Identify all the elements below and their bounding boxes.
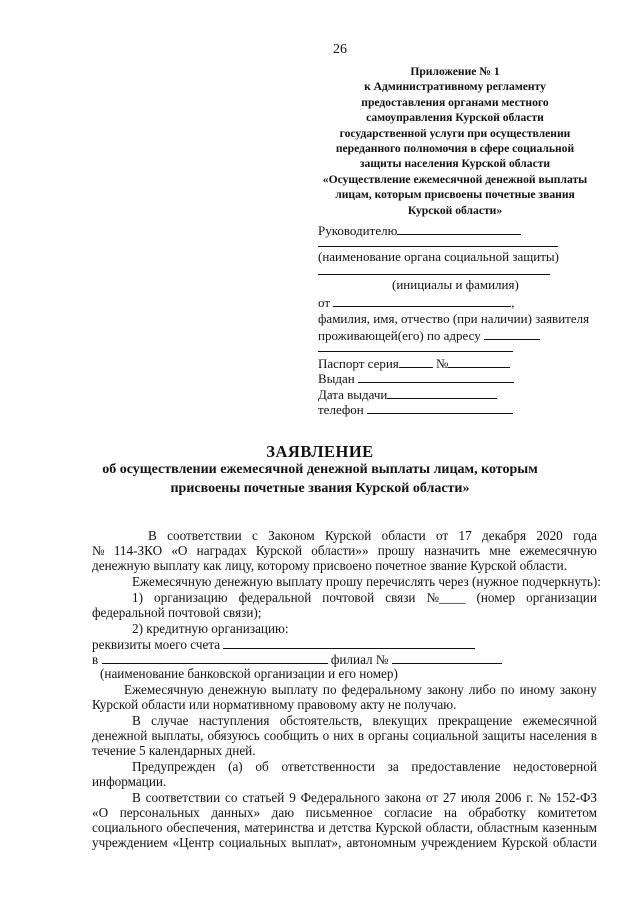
issue-date-field bbox=[318, 386, 497, 402]
address-field bbox=[318, 327, 540, 343]
word: прошу bbox=[377, 543, 415, 558]
appendix-line: самоуправления Курской области bbox=[366, 111, 544, 125]
word: В bbox=[132, 790, 141, 805]
para-1-line-3: денежную выплату как лицу, которому присвоено почетное звание Курской области. bbox=[92, 558, 568, 573]
head-blank[interactable] bbox=[397, 222, 521, 235]
head-label: Руководителю bbox=[318, 223, 398, 238]
word: с bbox=[251, 528, 258, 543]
org-blank[interactable] bbox=[318, 246, 558, 247]
document-title: ЗАЯВЛЕНИЕ bbox=[266, 442, 374, 461]
passport-label: Паспорт серия bbox=[318, 356, 399, 371]
document-subtitle-line-2: присвоены почетные звания Курской области» bbox=[170, 481, 470, 496]
option-1-line-1 bbox=[132, 590, 597, 606]
issued-label: Выдан bbox=[318, 371, 355, 386]
passport-no-label: № bbox=[436, 356, 449, 371]
word: назначить bbox=[423, 543, 480, 558]
word: почтовой bbox=[322, 590, 375, 605]
from-blank[interactable] bbox=[333, 294, 511, 307]
word: них bbox=[333, 728, 354, 743]
word: выплаты, bbox=[151, 728, 204, 743]
word: Предупрежден bbox=[132, 759, 216, 774]
word: денежную bbox=[208, 682, 267, 697]
word: организации bbox=[526, 590, 597, 605]
para-4-line-1 bbox=[132, 713, 597, 729]
word: социального bbox=[92, 820, 163, 835]
word: Курской bbox=[255, 543, 303, 558]
word: в bbox=[357, 728, 365, 743]
appendix-line: к Административному регламенту bbox=[364, 80, 546, 94]
word: Ежемесячную bbox=[124, 682, 204, 697]
word: обеспечения, bbox=[166, 820, 241, 835]
word: г. bbox=[526, 790, 534, 805]
word: материнства bbox=[244, 820, 314, 835]
from-label: от bbox=[318, 295, 331, 310]
word: случае bbox=[151, 713, 189, 728]
address-label: проживающей(его) по адресу bbox=[318, 328, 481, 343]
address-blank[interactable] bbox=[484, 327, 540, 340]
word: от bbox=[425, 790, 439, 805]
passport-field bbox=[318, 355, 510, 371]
word: соответствии bbox=[145, 790, 221, 805]
word: социальных bbox=[219, 835, 287, 850]
word: «Центр bbox=[172, 835, 215, 850]
word: 17 bbox=[458, 528, 472, 543]
bank-caption: (наименование банковской организации и его номер) bbox=[100, 666, 398, 681]
word: области bbox=[552, 835, 597, 850]
word: года bbox=[573, 528, 597, 543]
word: В bbox=[148, 528, 157, 543]
word: области bbox=[381, 528, 426, 543]
appendix-line: защиты населения Курской области bbox=[359, 157, 551, 171]
word: №____ bbox=[426, 590, 466, 605]
word: закона bbox=[384, 790, 421, 805]
word: учреждением bbox=[421, 835, 497, 850]
word: комитетом bbox=[537, 805, 597, 820]
initials-caption: (инициалы и фамилия) bbox=[392, 277, 519, 292]
branch-blank[interactable] bbox=[392, 651, 502, 664]
word: 114-ЗКО bbox=[113, 543, 163, 558]
word: детства bbox=[329, 820, 372, 835]
word: обязуюсь bbox=[207, 728, 260, 743]
para-5-line-2: информации. bbox=[92, 774, 167, 789]
issue-date-blank[interactable] bbox=[387, 386, 497, 399]
passport-series-blank[interactable] bbox=[399, 355, 433, 368]
word: в bbox=[590, 728, 597, 743]
word: денежной bbox=[92, 728, 148, 743]
word: предоставление bbox=[411, 759, 501, 774]
account-blank[interactable] bbox=[223, 636, 475, 649]
word: казенным bbox=[542, 820, 597, 835]
appendix-line: государственной услуги при осуществлении bbox=[339, 126, 571, 140]
passport-number-blank[interactable] bbox=[448, 355, 510, 368]
word: социальной bbox=[412, 728, 479, 743]
word: сообщить bbox=[263, 728, 319, 743]
word: обстоятельств, bbox=[279, 713, 363, 728]
word: 9 bbox=[289, 790, 296, 805]
word: «О bbox=[171, 543, 188, 558]
word: 1) bbox=[132, 590, 143, 605]
option-1-line-2: федеральной почтовой связи); bbox=[92, 605, 262, 620]
word: даю bbox=[271, 805, 295, 820]
word: статьей bbox=[242, 790, 285, 805]
initials-blank[interactable] bbox=[318, 274, 550, 275]
word: от bbox=[436, 528, 449, 543]
org-caption: (наименование органа социальной защиты) bbox=[318, 249, 559, 264]
applicant-caption: фамилия, имя, отчество (при наличии) заявителя bbox=[318, 311, 590, 326]
para-1-line-2 bbox=[92, 543, 597, 559]
word: автономным bbox=[346, 835, 417, 850]
word: 2020 bbox=[536, 528, 563, 543]
word: наградах bbox=[196, 543, 247, 558]
para-2: Ежемесячную денежную выплату прошу перечислять через (нужное подчеркнуть): bbox=[132, 574, 601, 589]
word: органы bbox=[368, 728, 409, 743]
word: (а) bbox=[228, 759, 243, 774]
para-6-line-3 bbox=[92, 820, 597, 836]
para-5-line-1 bbox=[132, 759, 597, 775]
page-number: 26 bbox=[333, 42, 347, 57]
word: закону bbox=[426, 682, 464, 697]
word: Федерального bbox=[300, 790, 380, 805]
from-field bbox=[318, 294, 515, 310]
word: по bbox=[500, 682, 515, 697]
appendix-line: переданного полномочия в сфере социальной bbox=[335, 142, 575, 156]
word: на bbox=[444, 805, 457, 820]
word: защиты bbox=[482, 728, 526, 743]
word: организацию bbox=[154, 590, 228, 605]
word: либо bbox=[468, 682, 496, 697]
word: областным bbox=[477, 820, 539, 835]
word: закону bbox=[559, 682, 597, 697]
word: выплату bbox=[271, 682, 318, 697]
para-6-line-2 bbox=[92, 805, 597, 821]
word: Курской bbox=[375, 820, 422, 835]
word: соответствии bbox=[167, 528, 242, 543]
phone-field bbox=[318, 401, 513, 417]
account-label: реквизиты моего счета bbox=[92, 637, 221, 652]
address-blank-2[interactable] bbox=[318, 351, 513, 352]
word: федеральной bbox=[238, 590, 312, 605]
word: Курской bbox=[325, 528, 372, 543]
branch-label: филиал № bbox=[330, 652, 389, 667]
para-1-line-1 bbox=[148, 528, 597, 544]
appendix-line: «Осуществление ежемесячной денежной выплаты bbox=[322, 172, 588, 186]
word: области, bbox=[425, 820, 474, 835]
word: области»» bbox=[311, 543, 369, 558]
word: об bbox=[255, 759, 269, 774]
word: Курской bbox=[501, 835, 548, 850]
appendix-line: Курской области» bbox=[407, 203, 503, 217]
word: «О bbox=[92, 805, 109, 820]
word: за bbox=[387, 759, 399, 774]
word: № bbox=[92, 543, 105, 558]
appendix-line: предоставления органами местного bbox=[361, 95, 549, 109]
word: ответственности bbox=[281, 759, 375, 774]
document-subtitle-line-1: об осуществлении ежемесячной денежной выплаты лицам, которым bbox=[102, 462, 538, 477]
para-6-line-1 bbox=[132, 790, 597, 806]
word: Законом bbox=[268, 528, 315, 543]
word: влекущих bbox=[372, 713, 428, 728]
word: письменное bbox=[305, 805, 373, 820]
bank-blank[interactable] bbox=[102, 651, 328, 664]
issue-date-label: Дата выдачи bbox=[318, 387, 388, 402]
word: персональных bbox=[119, 805, 200, 820]
appendix-line: лицам, которым присвоены почетные звания bbox=[335, 188, 575, 202]
word: 27 bbox=[442, 790, 457, 805]
word: ежемесячную bbox=[519, 543, 597, 558]
word: мне bbox=[489, 543, 511, 558]
head-field bbox=[318, 222, 521, 238]
word: связи bbox=[385, 590, 416, 605]
word: июля bbox=[460, 790, 491, 805]
word: и bbox=[318, 820, 326, 835]
word: 152-ФЗ bbox=[555, 790, 597, 805]
word: со bbox=[225, 790, 238, 805]
option-2: 2) кредитную организацию: bbox=[132, 621, 289, 636]
issued-field bbox=[318, 370, 514, 386]
word: (номер bbox=[476, 590, 516, 605]
word: о bbox=[322, 728, 330, 743]
word: декабря bbox=[482, 528, 527, 543]
word: ежемесячной bbox=[522, 713, 597, 728]
phone-label: телефон bbox=[318, 402, 364, 417]
phone-blank[interactable] bbox=[367, 401, 513, 414]
appendix-line: Приложение № 1 bbox=[410, 65, 500, 78]
word: федеральному bbox=[341, 682, 422, 697]
word: обработку bbox=[468, 805, 526, 820]
word: данных» bbox=[211, 805, 261, 820]
word: 2006 bbox=[495, 790, 522, 805]
word: иному bbox=[519, 682, 555, 697]
word: прекращение bbox=[437, 713, 513, 728]
word: выплат», bbox=[291, 835, 342, 850]
word: В bbox=[132, 713, 141, 728]
in-label: в bbox=[92, 652, 99, 667]
word: недостоверной bbox=[513, 759, 597, 774]
word: № bbox=[538, 790, 551, 805]
para-3-line-1 bbox=[124, 682, 597, 698]
word: по bbox=[322, 682, 337, 697]
word: учреждением bbox=[92, 835, 168, 850]
para-6-line-4 bbox=[92, 835, 597, 851]
word: наступления bbox=[198, 713, 270, 728]
issued-blank[interactable] bbox=[358, 370, 514, 383]
para-4-line-3: течение 5 календарных дней. bbox=[92, 743, 256, 758]
from-comma: , bbox=[511, 295, 515, 310]
para-3-line-2: Курской области или нормативному правовому акту не получаю. bbox=[92, 697, 457, 712]
appendix-block bbox=[300, 64, 610, 218]
word: населения bbox=[529, 728, 587, 743]
word: согласие bbox=[384, 805, 433, 820]
para-4-line-2 bbox=[92, 728, 597, 744]
